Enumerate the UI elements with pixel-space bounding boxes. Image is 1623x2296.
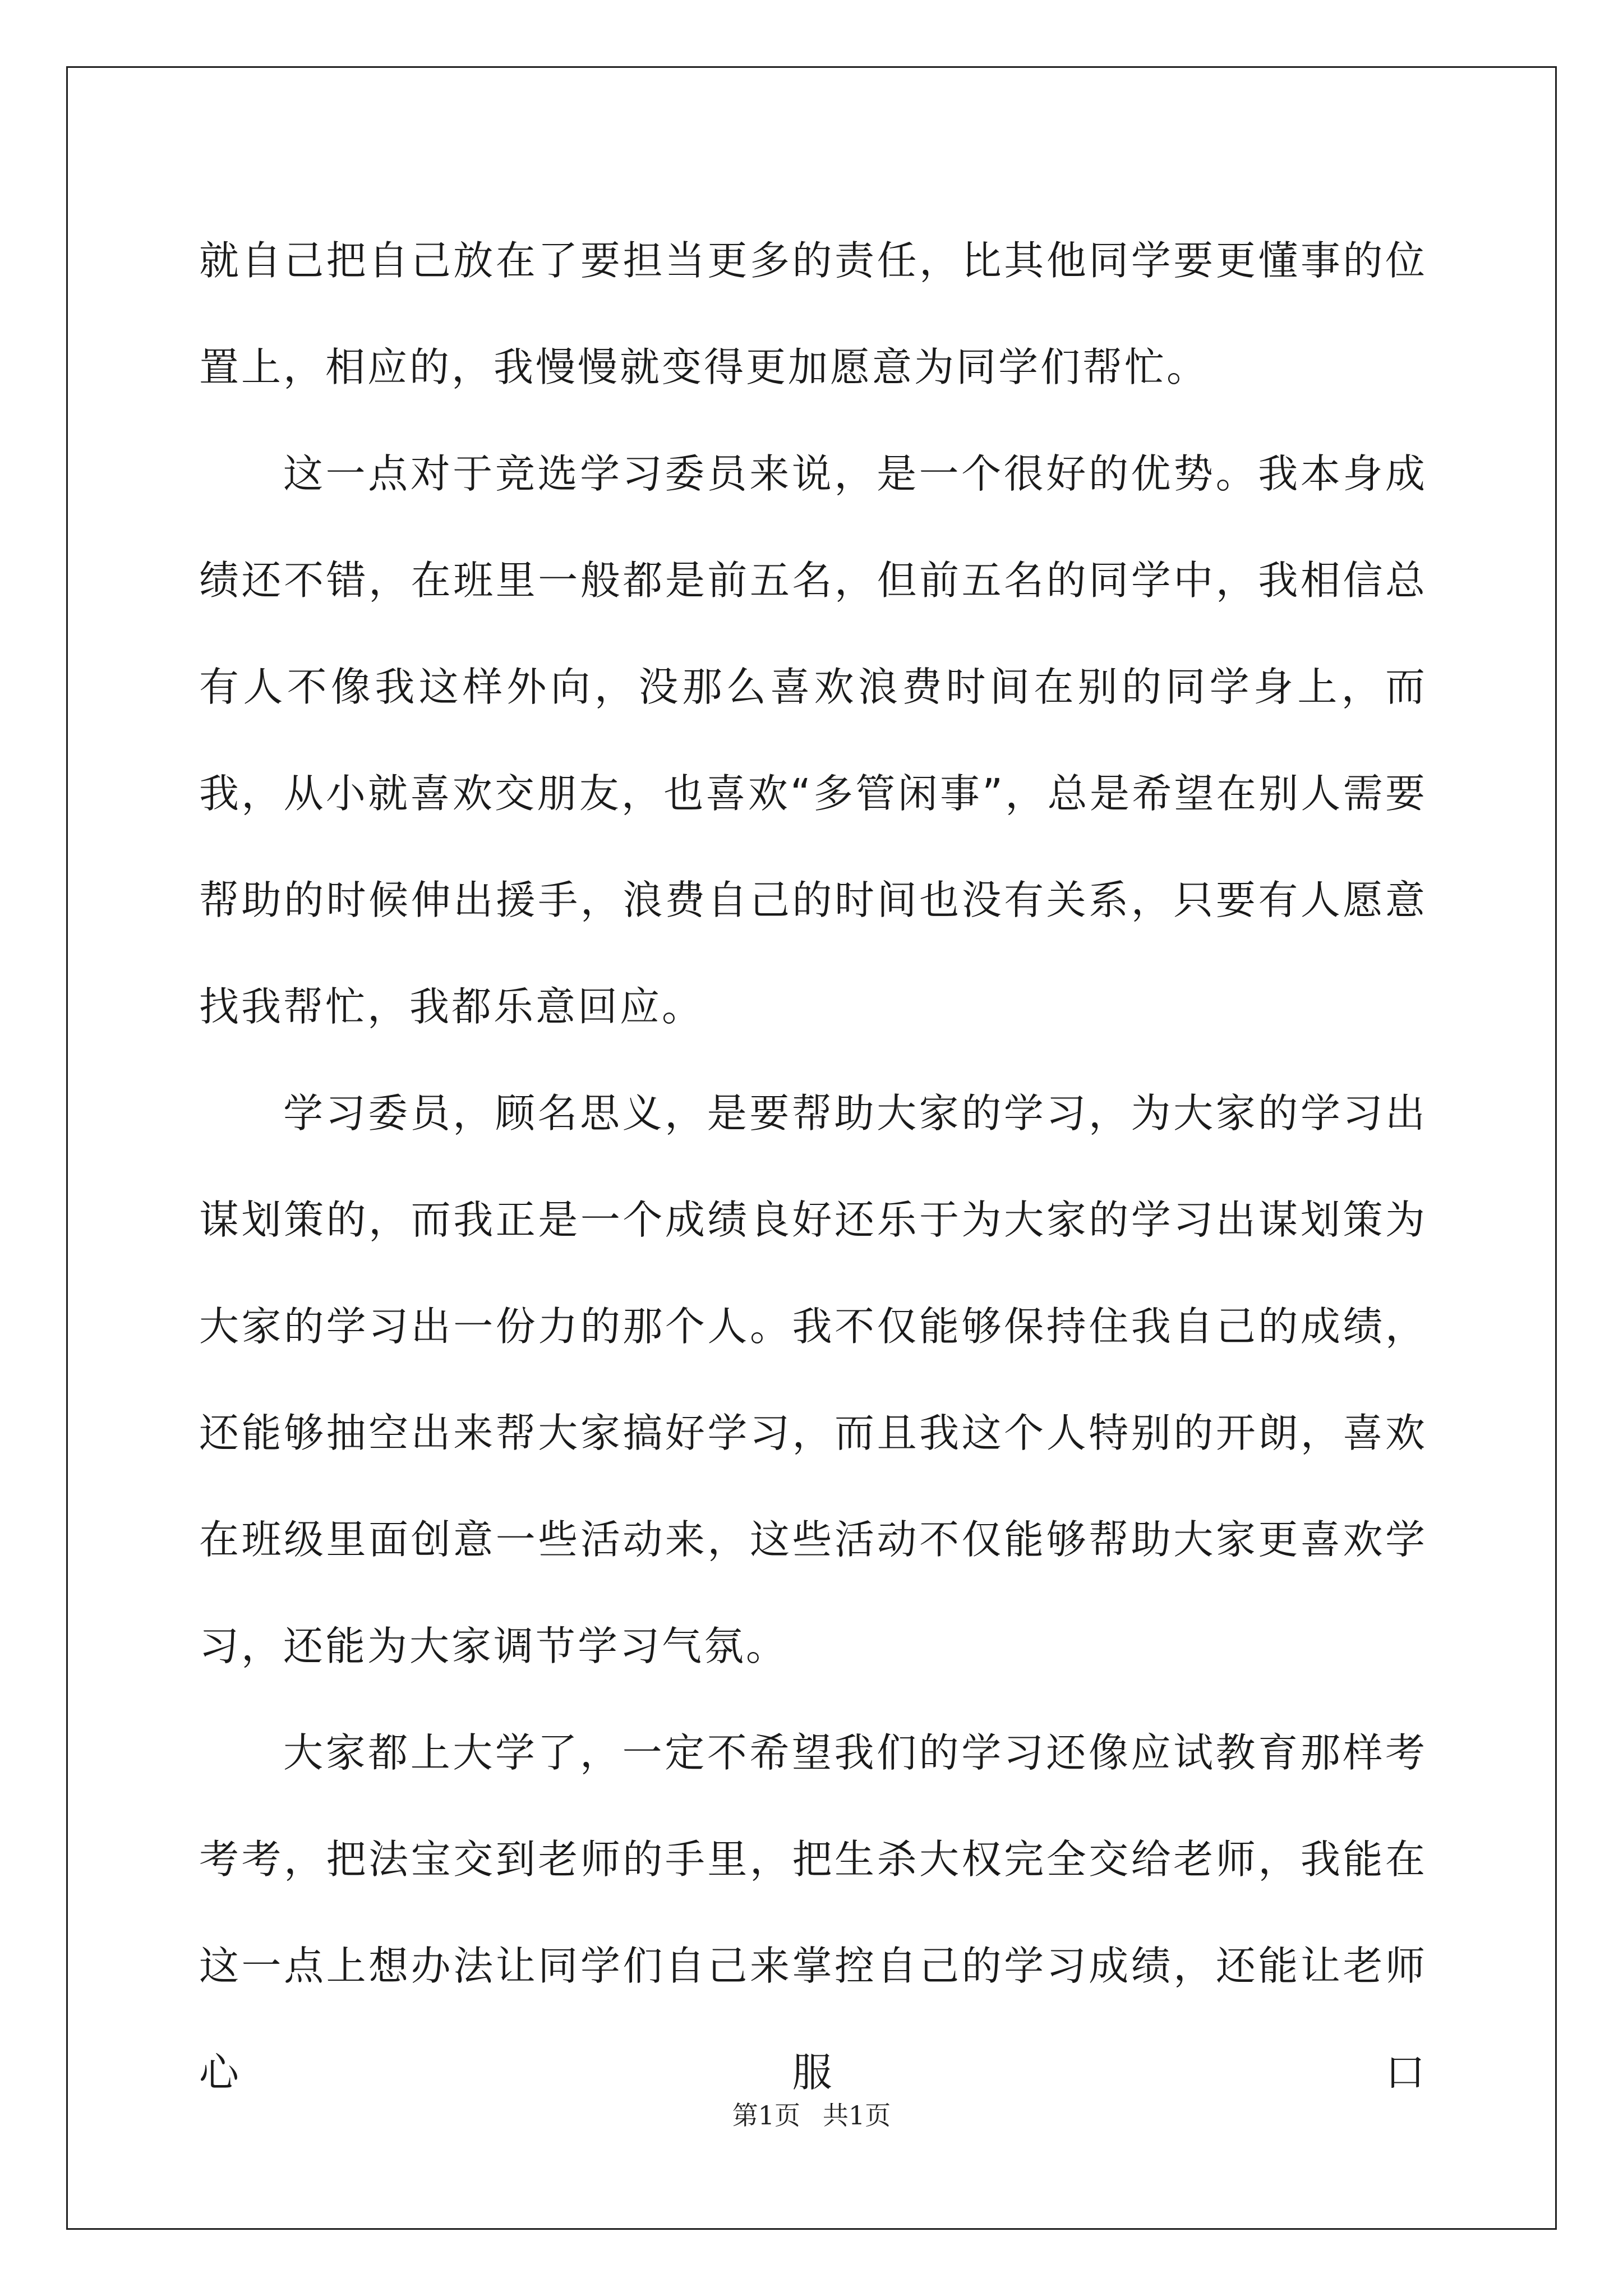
page-number: 第1页 bbox=[732, 2100, 800, 2131]
page-footer bbox=[0, 2095, 1623, 2132]
paragraph-4: 大家都上大学了，一定不希望我们的学习还像应试教育那样考考考，把法宝交到老师的手里，把生杀大权完全交给老师，我能在这一点上想办法让同学们自己来掌控自己的学习成绩，还能让老师心服口 bbox=[199, 1729, 1427, 2096]
document-body bbox=[199, 208, 1427, 2126]
page-total: 共1页 bbox=[823, 2100, 891, 2131]
paragraph-3: 学习委员，顾名思义，是要帮助大家的学习，为大家的学习出谋划策的，而我正是一个成绩良好还乐于为大家的学习出谋划策为大家的学习出一份力的那个人。我不仅能够保持住我自己的成绩，还能够抽空出来帮大家搞好学习，而且我这个人特别的开朗，喜欢在班级里面创意一些活动来，这些活动不仅能够帮助大家更喜欢学习，还能为大家调节学习气氛。 bbox=[199, 1090, 1427, 1669]
paragraph-2: 这一点对于竞选学习委员来说，是一个很好的优势。我本身成绩还不错，在班里一般都是前五名，但前五名的同学中，我相信总有人不像我这样外向，没那么喜欢浪费时间在别的同学身上，而我，从小就喜欢交朋友，也喜欢“多管闲事”，总是希望在别人需要帮助的时候伸出援手，浪费自己的时间也没有关系，只要有人愿意找我帮忙，我都乐意回应。 bbox=[199, 450, 1427, 1030]
paragraph-1: 就自己把自己放在了要担当更多的责任，比其他同学要更懂事的位置上，相应的，我慢慢就变得更加愿意为同学们帮忙。 bbox=[199, 237, 1427, 390]
